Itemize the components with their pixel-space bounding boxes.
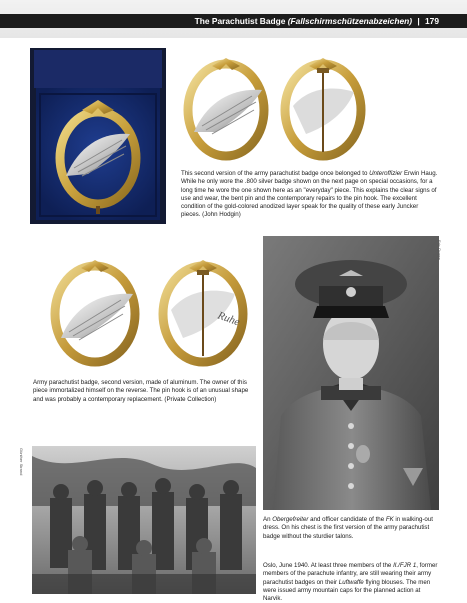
caption-group-b: , former members of the parachute infantry, are still wearing their army parachutist badges on their <box>263 562 438 586</box>
badge-case-photo <box>30 48 166 224</box>
caption-top-text-1: This second version of the army parachutist badge once belonged to <box>181 170 368 177</box>
group-photo <box>32 446 256 594</box>
caption-badge-haug <box>181 170 439 220</box>
soldier-portrait-photo <box>263 236 439 510</box>
header-title-german: (Fallschirmschützenabzeichen) <box>287 16 413 26</box>
badge-front-back-photo <box>178 52 440 164</box>
engraving-text: Ruhe <box>215 309 242 329</box>
caption-portrait-rank: Obergefreiter <box>272 516 309 523</box>
caption-group <box>263 562 441 603</box>
credit-portrait: Eric Queen <box>437 240 442 261</box>
caption-portrait-unit: FK <box>385 516 394 523</box>
caption-portrait-a: An <box>263 516 271 523</box>
caption-group-luftwaffe: Luftwaffe <box>338 578 364 586</box>
credit-group: Günther Strand <box>19 448 24 476</box>
page-header <box>0 0 467 38</box>
caption-group-c: flying blouses. The men were issued army mountain caps for the planned action at Narvik. <box>263 578 431 603</box>
caption-aluminum-badge: Army parachutist badge, second version, made of aluminum. The owner of this piece immortalized himself on the reverse. The pin hook is of an unusual shape and was probably a contemporary replacement. (Private Collection) <box>33 379 249 403</box>
caption-top-text-2: Erwin Haug. While he only wore the .800 silver badge shown on the next page on special occasions, for a long time he wore the one shown here as an "everyday" piece. This explains the clear signs of use and wear, the bent pin and the contemporary repairs to the pin hook. The excellent condition of the gold-colored anodized layer speak for the quality of these early Juncker pieces. (John Hodgin) <box>181 170 438 219</box>
caption-portrait <box>263 516 441 541</box>
page-number: 179 <box>425 16 439 26</box>
caption-group-a: Oslo, June 1940. At least three members of the <box>263 562 392 569</box>
aluminum-badge-photo <box>33 252 257 370</box>
caption-group-unit: II./FJR 1 <box>393 562 417 569</box>
caption-top-italic: Unteroffizier <box>369 170 403 177</box>
header-separator: | <box>417 16 420 26</box>
header-title <box>195 14 439 28</box>
caption-portrait-b: and officer candidate of the <box>310 516 385 523</box>
header-title-main: The Parachutist Badge <box>194 16 286 26</box>
caption-portrait-c: in walking-out dress. On his chest is the first version of the army parachutist badge without the sturdier talons. <box>263 516 433 540</box>
